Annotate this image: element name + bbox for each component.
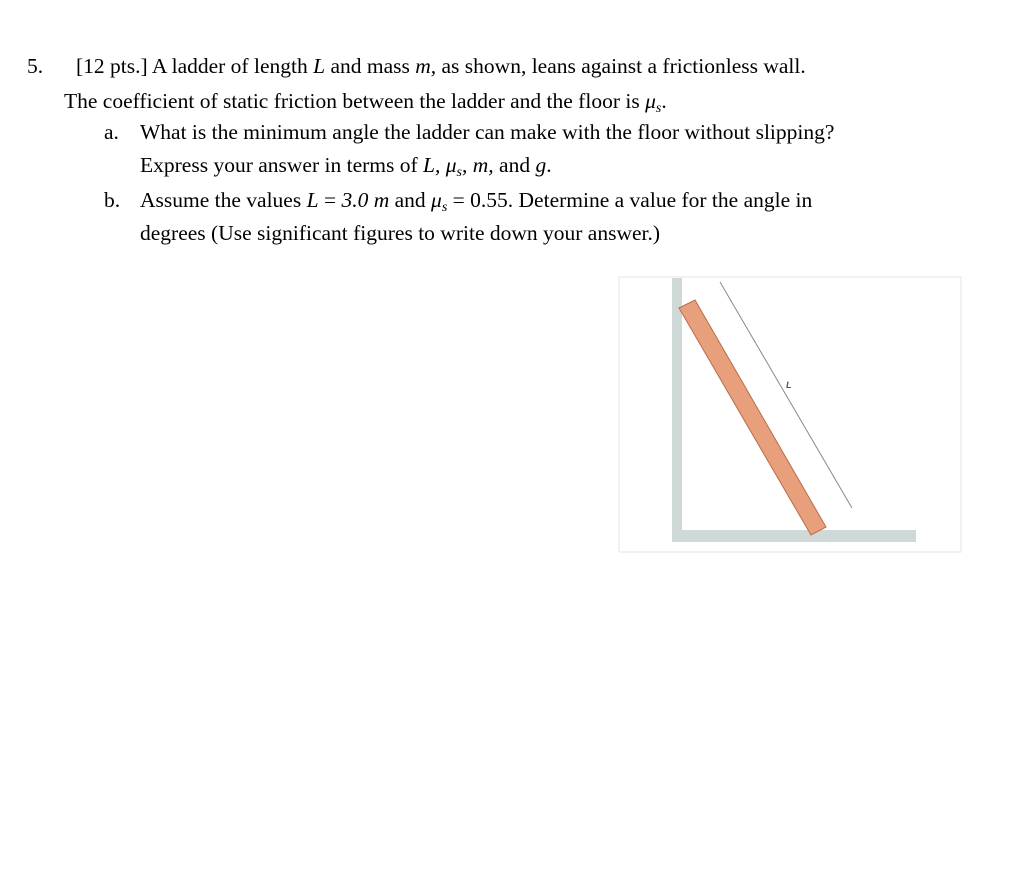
ladder-figure xyxy=(618,276,962,556)
var-mass: m, xyxy=(415,54,437,78)
var-mu: μ xyxy=(445,153,457,177)
var-mu-subscript: s xyxy=(456,165,462,180)
var-length: L xyxy=(306,188,319,212)
part-a-label: a. xyxy=(104,120,119,144)
stem-text: A ladder of length xyxy=(151,54,308,78)
part-b-line-1 xyxy=(140,187,812,217)
problem-stem-line-1 xyxy=(76,53,806,79)
var-mu: μ xyxy=(645,89,656,113)
var-mu-subscript: s xyxy=(441,200,448,215)
var-length: L, xyxy=(423,153,441,177)
part-b-text: = 0.55. Determine a value for the angle in xyxy=(447,188,813,212)
part-b-text: and xyxy=(394,188,426,212)
part-a-line-2 xyxy=(140,152,552,182)
length-label: L xyxy=(786,380,792,390)
stem-text: The coefficient of static friction between the ladder and the floor is xyxy=(64,89,640,113)
figure-frame xyxy=(619,277,961,552)
part-a-text: . xyxy=(546,153,552,177)
var-mu: μ xyxy=(431,188,442,212)
part-b-label: b. xyxy=(104,188,121,212)
points-label: [12 pts.] xyxy=(76,54,148,78)
part-a-text: , xyxy=(462,153,468,177)
part-a-text: and xyxy=(499,153,531,177)
stem-text: and mass xyxy=(330,54,410,78)
problem-stem-line-2 xyxy=(64,88,667,118)
var-gravity: g xyxy=(535,153,547,177)
var-mu-subscript: s xyxy=(655,101,662,116)
var-length: L xyxy=(313,54,326,78)
problem-number: 5. xyxy=(27,54,44,78)
part-b-text: Assume the values xyxy=(140,188,302,212)
part-b-text: = xyxy=(318,188,342,212)
stem-text: as shown, leans against a frictionless wall. xyxy=(441,54,806,78)
part-b-line-2: degrees (Use significant figures to write down your answer.) xyxy=(140,221,661,245)
var-mass: m, xyxy=(472,153,494,177)
part-a-line-1: What is the minimum angle the ladder can make with the floor without slipping? xyxy=(140,120,835,144)
part-a-text: Express your answer in terms of xyxy=(140,153,418,177)
stem-text: . xyxy=(661,89,667,113)
length-value: 3.0 m xyxy=(341,188,390,212)
